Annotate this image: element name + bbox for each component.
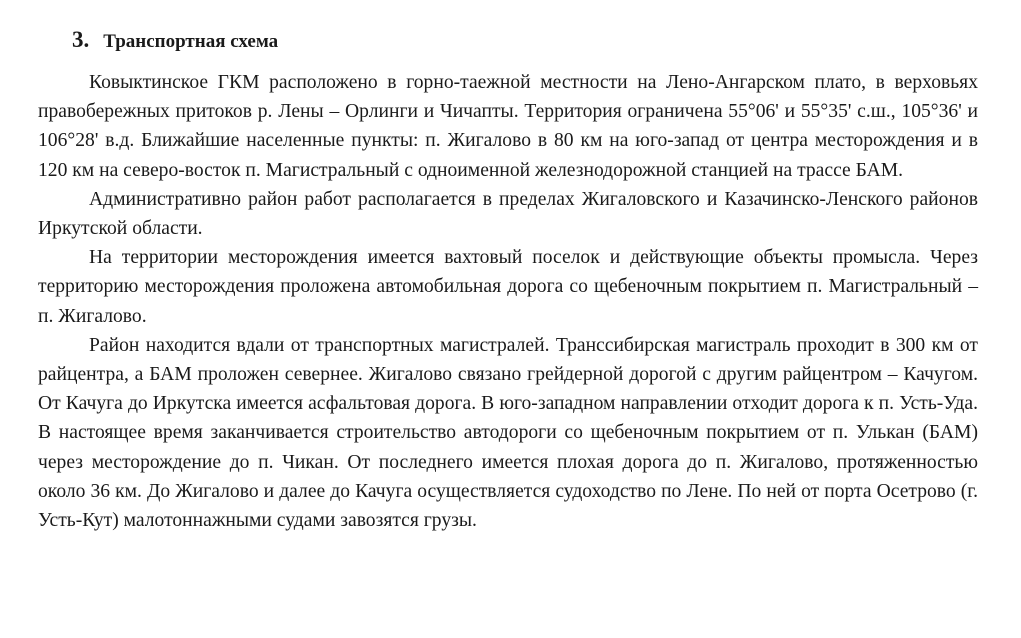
section-number: 3. bbox=[72, 27, 90, 52]
section-heading bbox=[72, 18, 278, 55]
paragraph-transport: Район находится вдали от транспортных магистралей. Транссибирская магистраль проходит в 300 км от райцентра, а БАМ проложен севернее. Жигалово связано грейдерной дорогой с другим райцентром – Качугом. От Качуга до Иркутска имеется асфальтовая дорога. В юго-западном направлении отходит дорога к п. Усть-Уда. В настоящее время заканчивается строительство автодороги со щебеночным покрытием от п. Улькан (БАМ) через месторождение до п. Чикан. От последнего имеется плохая дорога до п. Жигалово, протяженностью около 36 км. До Жигалово и далее до Качуга осуществляется судоходство по Лене. По ней от порта Осетрово (г. Усть-Кут) малотоннажными судами завозятся грузы. bbox=[38, 334, 978, 532]
paragraph-infrastructure: На территории месторождения имеется вахтовый поселок и действующие объекты промысла. Через территорию месторождения проложена автомобильная дорога со щебеночным покрытием п. Магистральный – п. Жигалово. bbox=[38, 247, 978, 327]
paragraph-location: Ковыктинское ГКМ расположено в горно-таежной местности на Лено-Ангарском плато, в верховьях правобережных притоков р. Лены – Орлинги и Чичапты. Территория ограничена 55°06' и 55°35' с.ш., 105°36' и 106°28' в.д. Ближайшие населенные пункты: п. Жигалово в 80 км на юго-запад от центра месторождения и в 120 км на северо-восток п. Магистральный с одноименной железнодорожной станцией на трассе БАМ. bbox=[38, 72, 978, 181]
paragraph-administrative: Административно район работ располагается в пределах Жигаловского и Казачинско-Ленского районов Иркутской области. bbox=[38, 188, 978, 240]
section-body bbox=[38, 68, 978, 535]
section-title: Транспортная схема bbox=[103, 31, 279, 52]
